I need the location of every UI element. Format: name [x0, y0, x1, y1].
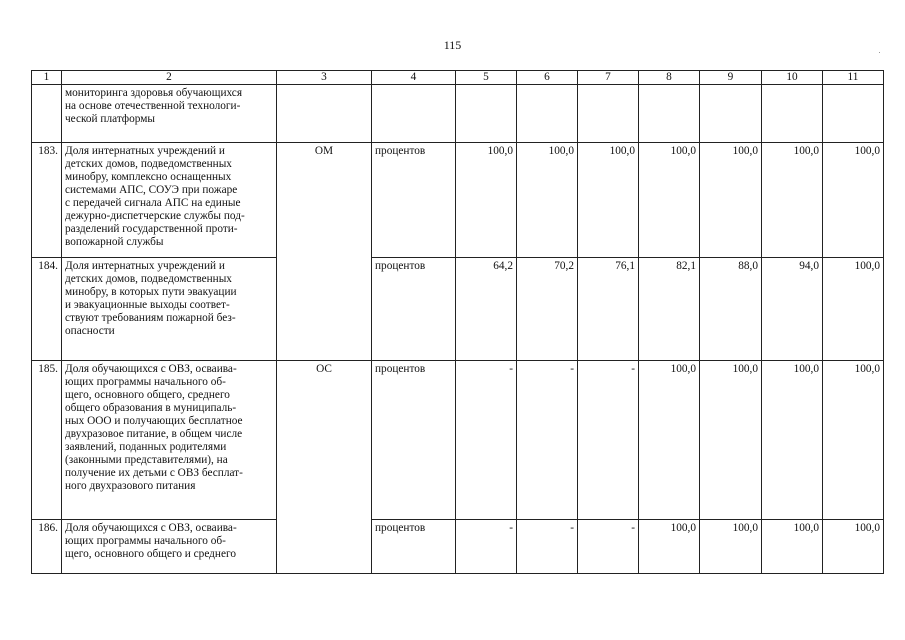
indicator-line: Доля интернатных учреждений и	[65, 260, 225, 272]
value-cell: 100,0	[823, 143, 884, 258]
indicator-name	[62, 520, 277, 574]
value-cell: 88,0	[700, 258, 762, 361]
value-cell: 100,0	[517, 143, 578, 258]
row-number: 183.	[32, 143, 62, 258]
unit-of-measure	[372, 85, 456, 143]
value-cell	[456, 85, 517, 143]
indicator-line: общего образования в муниципаль-	[65, 402, 237, 414]
value-cell: -	[578, 361, 639, 520]
indicator-line: щего, основного общего и среднего	[65, 548, 236, 560]
unit-of-measure: процентов	[372, 361, 456, 520]
indicator-line: ческой платформы	[65, 113, 155, 125]
unit-of-measure: процентов	[372, 258, 456, 361]
value-cell: 76,1	[578, 258, 639, 361]
unit-of-measure: процентов	[372, 520, 456, 574]
value-cell: 100,0	[578, 143, 639, 258]
indicator-line: Доля обучающихся с ОВЗ, осваива-	[65, 363, 237, 375]
indicator-line: минобру, комплексно оснащенных	[65, 171, 232, 183]
value-cell	[823, 85, 884, 143]
indicator-line: двухразовое питание, в общем числе	[65, 428, 243, 440]
indicator-line: ющих программы начального об-	[65, 376, 226, 388]
value-cell: 100,0	[823, 361, 884, 520]
indicator-line: разделений государственной проти-	[65, 223, 238, 235]
indicator-line: вопожарной службы	[65, 236, 164, 248]
value-cell: 100,0	[700, 143, 762, 258]
indicator-line: ствуют требованиям пожарной без-	[65, 312, 236, 324]
responsible-code: ОМ	[277, 143, 372, 361]
indicator-line: опасности	[65, 325, 115, 337]
row-number: 186.	[32, 520, 62, 574]
value-cell: -	[517, 520, 578, 574]
value-cell	[517, 85, 578, 143]
value-cell: -	[578, 520, 639, 574]
header-cell: 2	[62, 71, 277, 85]
value-cell: 100,0	[639, 361, 700, 520]
indicator-line: детских домов, подведомственных	[65, 158, 232, 170]
unit-of-measure: процентов	[372, 143, 456, 258]
value-cell: 100,0	[639, 520, 700, 574]
header-cell: 11	[823, 71, 884, 85]
value-cell: 70,2	[517, 258, 578, 361]
value-cell	[762, 85, 823, 143]
value-cell: 100,0	[639, 143, 700, 258]
value-cell: 100,0	[762, 143, 823, 258]
value-cell: -	[456, 361, 517, 520]
value-cell: 100,0	[823, 520, 884, 574]
value-cell: 100,0	[700, 361, 762, 520]
indicator-line: ного двухразового питания	[65, 480, 196, 492]
row-number: 184.	[32, 258, 62, 361]
indicator-line: Доля интернатных учреждений и	[65, 145, 225, 157]
header-cell: 6	[517, 71, 578, 85]
value-cell: -	[517, 361, 578, 520]
page-number: 115	[443, 38, 462, 52]
value-cell: 100,0	[700, 520, 762, 574]
indicator-line: Доля обучающихся с ОВЗ, осваива-	[65, 522, 237, 534]
table-row	[32, 520, 884, 574]
table-row	[32, 361, 884, 520]
indicator-line: на основе отечественной технологи-	[65, 100, 241, 112]
indicator-line: получение их детьми с ОВЗ бесплат-	[65, 467, 243, 479]
value-cell	[700, 85, 762, 143]
row-number	[32, 85, 62, 143]
indicator-line: минобру, в которых пути эвакуации	[65, 286, 237, 298]
header-cell: 8	[639, 71, 700, 85]
indicator-name	[62, 143, 277, 258]
indicator-line: мониторинга здоровья обучающихся	[65, 87, 243, 99]
scan-speck	[879, 52, 880, 53]
indicator-line: системами АПС, СОУЭ при пожаре	[65, 184, 238, 196]
indicator-line: и эвакуационные выходы соответ-	[65, 299, 230, 311]
row-number: 185.	[32, 361, 62, 520]
indicator-line: щего, основного общего, среднего	[65, 389, 230, 401]
header-cell: 9	[700, 71, 762, 85]
responsible-code	[277, 85, 372, 143]
indicator-line: с передачей сигнала АПС на единые	[65, 197, 241, 209]
responsible-code: ОС	[277, 361, 372, 574]
indicator-line: дежурно-диспетчерские службы под-	[65, 210, 245, 222]
value-cell	[639, 85, 700, 143]
indicator-name	[62, 85, 277, 143]
indicator-line: ных ООО и получающих бесплатное	[65, 415, 243, 427]
indicator-name	[62, 361, 277, 520]
table-row	[32, 85, 884, 143]
value-cell: 94,0	[762, 258, 823, 361]
header-cell: 10	[762, 71, 823, 85]
header-cell: 3	[277, 71, 372, 85]
header-cell: 7	[578, 71, 639, 85]
indicator-line: (законными представителями), на	[65, 454, 228, 466]
indicator-line: ющих программы начального об-	[65, 535, 226, 547]
value-cell: 82,1	[639, 258, 700, 361]
table-row	[32, 143, 884, 258]
header-row	[32, 71, 884, 85]
value-cell: 100,0	[823, 258, 884, 361]
indicator-line: заявлений, поданных родителями	[65, 441, 227, 453]
header-cell: 5	[456, 71, 517, 85]
header-cell: 1	[32, 71, 62, 85]
indicators-table	[31, 70, 884, 574]
value-cell	[578, 85, 639, 143]
indicator-name	[62, 258, 277, 361]
header-cell: 4	[372, 71, 456, 85]
value-cell: 100,0	[762, 361, 823, 520]
indicator-line: детских домов, подведомственных	[65, 273, 232, 285]
value-cell: -	[456, 520, 517, 574]
table-row	[32, 258, 884, 361]
value-cell: 64,2	[456, 258, 517, 361]
value-cell: 100,0	[456, 143, 517, 258]
value-cell: 100,0	[762, 520, 823, 574]
